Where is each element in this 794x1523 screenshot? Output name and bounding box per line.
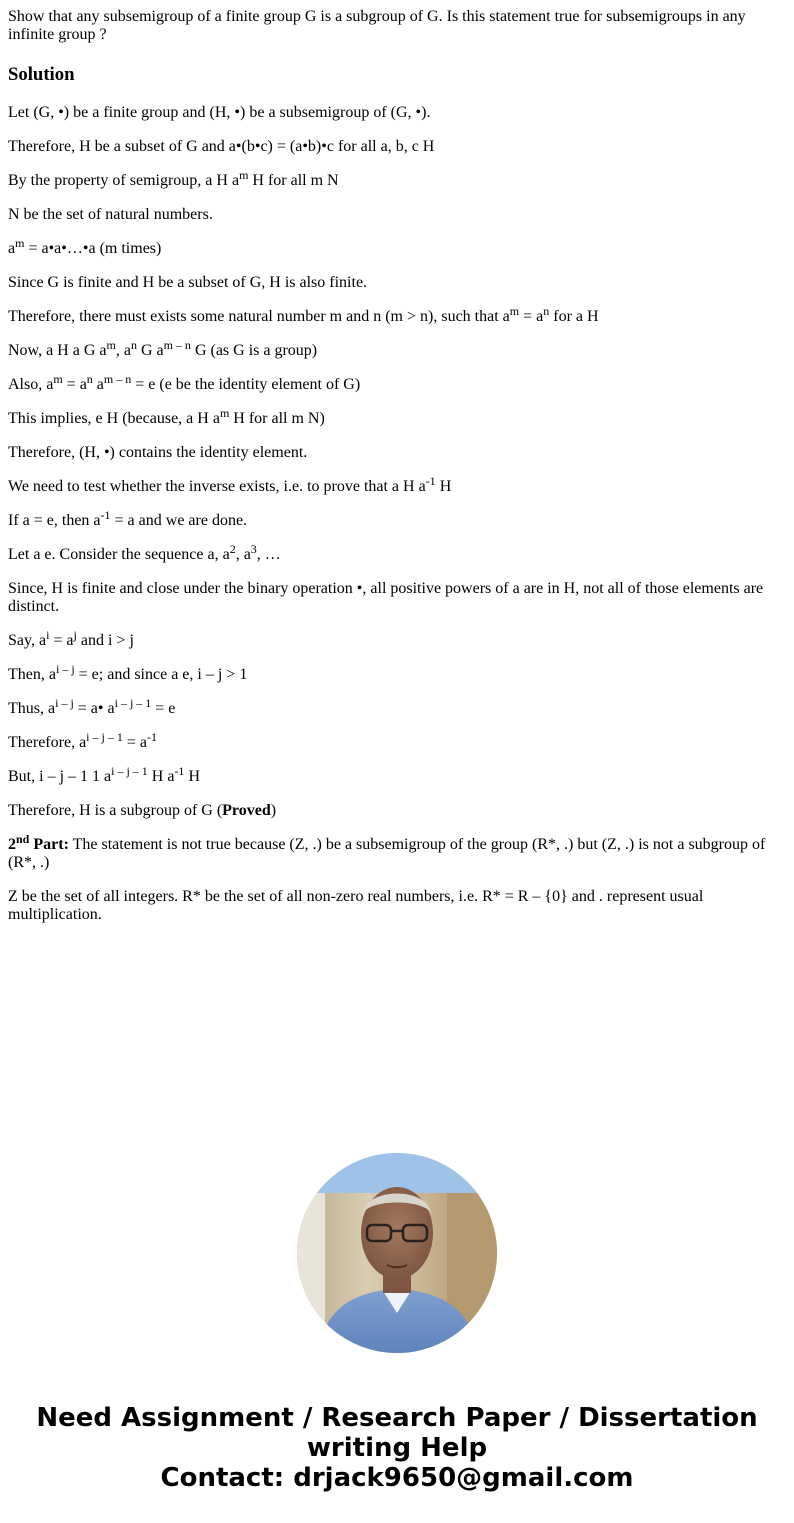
proof-line: By the property of semigroup, a H $a^m$ H for all m N bbox=[8, 168, 339, 189]
question-text: Show that any subsemigroup of a finite group G is a subgroup of G. Is this statement true for subsemigroups in any infinite group ? bbox=[8, 8, 746, 43]
proof-line: Say, $a^i = a^j$ and i > j bbox=[8, 628, 134, 649]
solution-heading: Solution bbox=[8, 64, 75, 85]
author-avatar bbox=[297, 1153, 497, 1353]
proof-line: $a^m$ = a•a•…•a (m times) bbox=[8, 236, 162, 257]
proof-line: If a = e, then $a^{-1} = a$ and we are done. bbox=[8, 508, 248, 529]
document-body bbox=[8, 8, 786, 940]
proof-line: Z be the set of all integers. R* be the set of all non-zero real numbers, i.e. R* = R – {0} and . represent usual multiplication. bbox=[8, 888, 704, 923]
proof-line: Then, $a^{i - j} = e$; and since a e, i – j > 1 bbox=[8, 662, 248, 683]
proof-line: Also, $a^m = a^n$ $a^{m - n} = e$ (e be the identity element of G) bbox=[8, 372, 361, 393]
proof-line: Since G is finite and H be a subset of G, H is also finite. bbox=[8, 274, 368, 291]
proof-line: Therefore, (H, •) contains the identity element. bbox=[8, 444, 308, 461]
proof-line: Thus, $a^{i - j}$ = a• $a^{i - j - 1} = e$ bbox=[8, 696, 176, 717]
proof-line: Let a e. Consider the sequence a, $a^2$, $a^3$, … bbox=[8, 542, 281, 563]
proof-line: We need to test whether the inverse exists, i.e. to prove that a H $a^{-1}$ H bbox=[8, 474, 452, 495]
proof-conclusion: Therefore, H is a subgroup of G (Proved) bbox=[8, 802, 277, 819]
author-photo bbox=[297, 1153, 497, 1353]
contact-banner bbox=[0, 1403, 794, 1493]
proof-line: This implies, e H (because, a H $a^m$ H for all m N) bbox=[8, 406, 325, 427]
proof-line: Let (G, •) be a finite group and (H, •) be a subsemigroup of (G, •). bbox=[8, 104, 431, 121]
cta-line-1: Need Assignment / Research Paper / Dissertation bbox=[36, 1403, 758, 1433]
cta-contact-email[interactable]: Contact: drjack9650@gmail.com bbox=[160, 1463, 634, 1493]
proof-line: Now, a H a G $a^m$, $a^n$ G $a^{m - n}$ G (as G is a group) bbox=[8, 338, 318, 359]
proof-line: Therefore, $a^{i - j - 1} = a^{-1}$ bbox=[8, 730, 157, 751]
proof-line: But, i – j – 1 1 $a^{i - j - 1}$ H $a^{-1}$ H bbox=[8, 764, 200, 785]
cta-line-2: writing Help bbox=[306, 1433, 488, 1463]
proof-line: Therefore, there must exists some natural number m and n (m > n), such that $a^m = a^n$ for a H bbox=[8, 304, 599, 325]
proof-line: Therefore, H be a subset of G and a•(b•c) = (a•b)•c for all a, b, c H bbox=[8, 138, 435, 155]
proof-line: N be the set of natural numbers. bbox=[8, 206, 213, 223]
proof-line: Since, H is finite and close under the binary operation •, all positive powers of a are in H, not all of those elements are distinct. bbox=[8, 580, 764, 615]
second-part: 2nd Part: The statement is not true because (Z, .) be a subsemigroup of the group (R*, .) but (Z, .) is not a subgroup of (R*, .) bbox=[8, 832, 766, 871]
